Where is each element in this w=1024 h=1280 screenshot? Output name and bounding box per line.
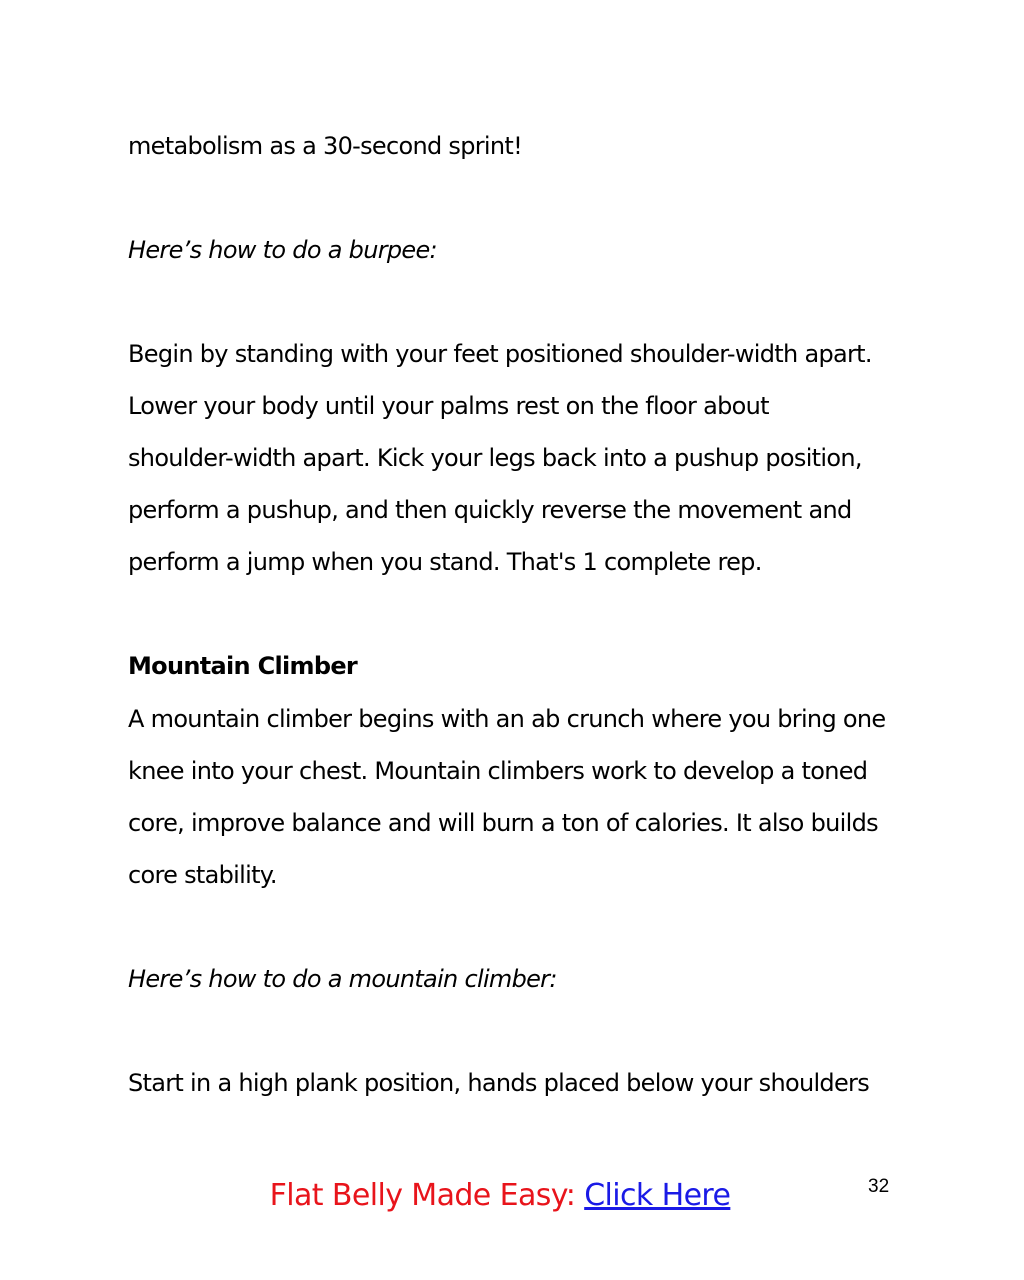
body-text-line: A mountain climber begins with an ab crunch where you bring one xyxy=(128,705,886,733)
body-text-line: core stability. xyxy=(128,861,277,889)
body-text-line: metabolism as a 30-second sprint! xyxy=(128,132,523,160)
section-heading-mountain-climber: Mountain Climber xyxy=(128,652,358,680)
click-here-link[interactable]: Click Here xyxy=(584,1178,731,1213)
body-text-line: knee into your chest. Mountain climbers work to develop a toned xyxy=(128,757,868,785)
mountain-climber-instructions-heading: Here’s how to do a mountain climber: xyxy=(128,965,557,993)
footer xyxy=(0,1176,1000,1216)
footer-label: Flat Belly Made Easy: xyxy=(269,1178,585,1213)
body-text-line: perform a pushup, and then quickly reverse the movement and xyxy=(128,496,852,524)
body-text-line: perform a jump when you stand. That's 1 complete rep. xyxy=(128,548,762,576)
body-text-line: Start in a high plank position, hands placed below your shoulders xyxy=(128,1069,870,1097)
burpee-instructions-heading: Here’s how to do a burpee: xyxy=(128,236,437,264)
body-text-line: Lower your body until your palms rest on the floor about xyxy=(128,392,769,420)
body-text-line: core, improve balance and will burn a ton of calories. It also builds xyxy=(128,809,878,837)
body-text-line: Begin by standing with your feet positioned shoulder-width apart. xyxy=(128,340,872,368)
page-number: 32 xyxy=(868,1176,890,1197)
body-text-line: shoulder-width apart. Kick your legs back into a pushup position, xyxy=(128,444,862,472)
